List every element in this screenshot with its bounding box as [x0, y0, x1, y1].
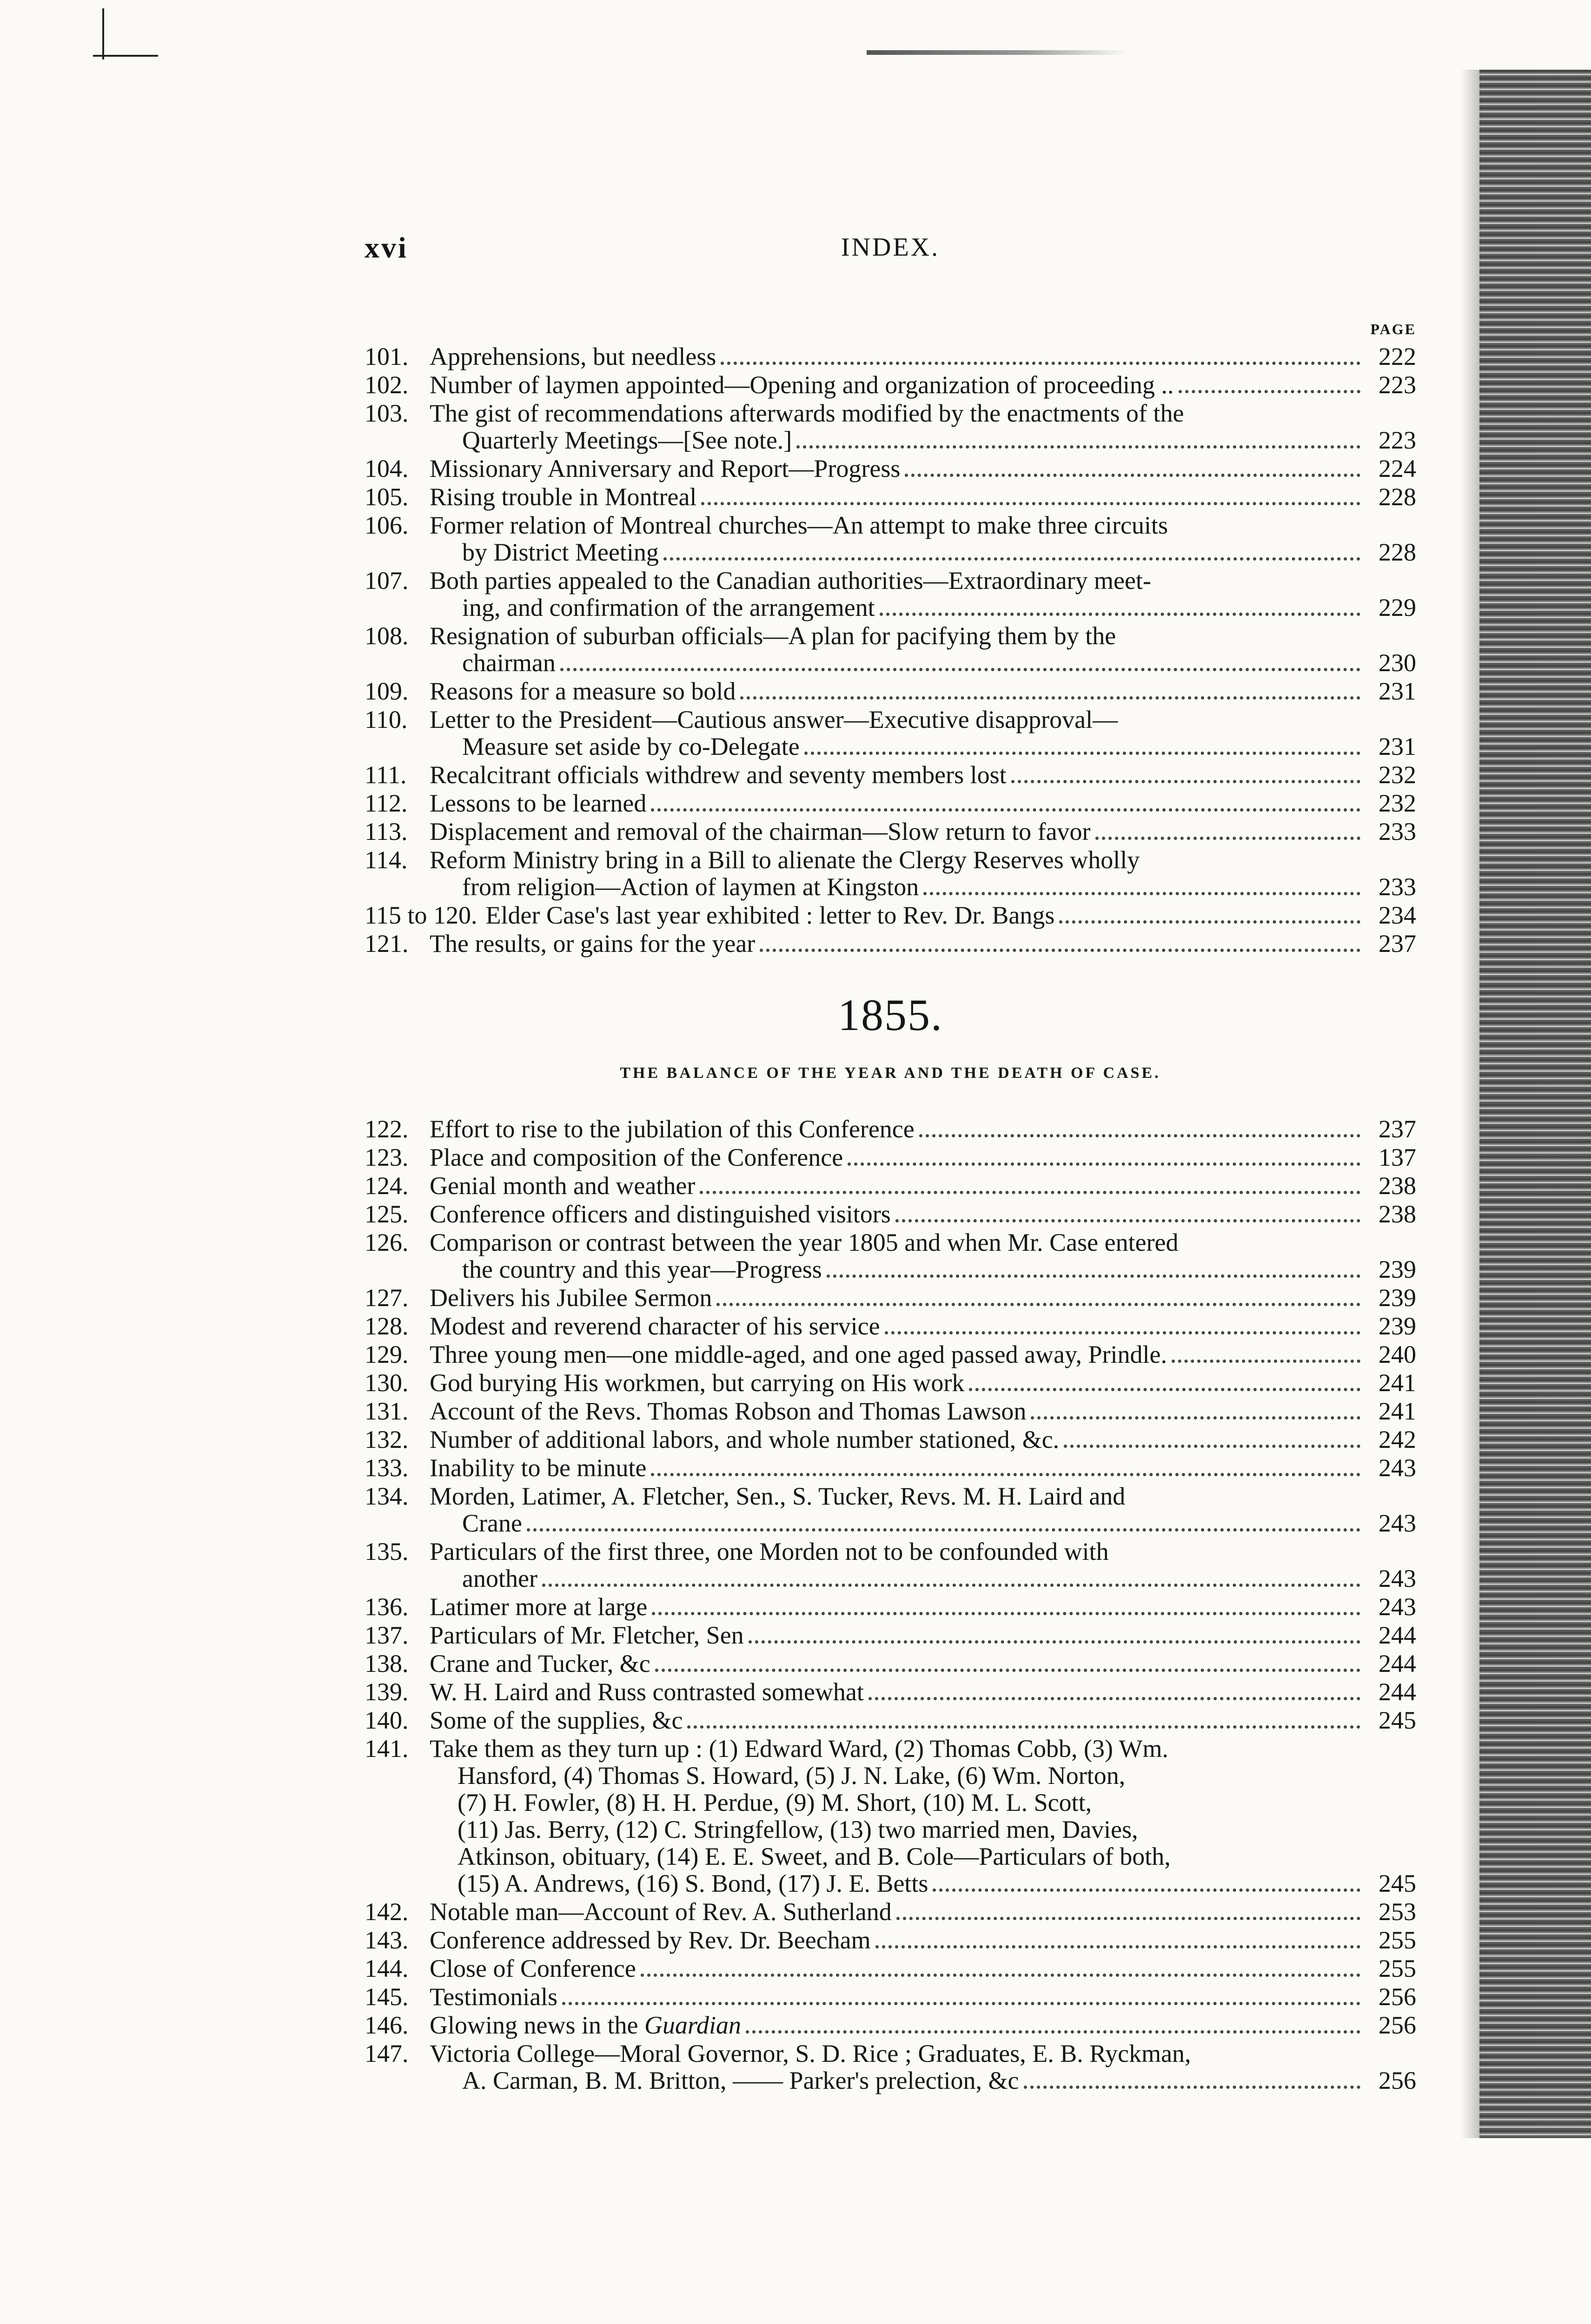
entry-number: 105.: [365, 483, 409, 511]
entry-number: 109.: [365, 677, 409, 705]
entry-page-number: 256: [1379, 2011, 1416, 2039]
entry-text: the country and this year—Progress: [462, 1255, 822, 1283]
dot-leader: [1059, 920, 1360, 924]
entry-page-number: 244: [1379, 1650, 1416, 1677]
entry-number: 145.: [365, 1983, 409, 2011]
entry-text: Genial month and weather: [430, 1172, 696, 1200]
entry-text: Elder Case's last year exhibited : letter to Rev. Dr. Bangs: [485, 901, 1055, 929]
entry-page-number: 233: [1379, 873, 1416, 901]
index-entry: [365, 761, 1416, 790]
index-entry: [365, 2040, 1416, 2095]
entry-number: 134.: [365, 1482, 409, 1510]
entry-text: (7) H. Fowler, (8) H. H. Perdue, (9) M. Short, (10) M. L. Scott,: [457, 1789, 1092, 1816]
index-entry: [365, 1229, 1416, 1284]
entry-page-number: 239: [1379, 1312, 1416, 1340]
dot-leader: [848, 1162, 1360, 1166]
dot-leader: [896, 1917, 1360, 1920]
entry-text: Particulars of the first three, one Morden not to be confounded with: [430, 1538, 1109, 1565]
entry-text: W. H. Laird and Russ contrasted somewhat: [430, 1678, 864, 1706]
entry-text: Comparison or contrast between the year 1805 and when Mr. Case entered: [430, 1228, 1179, 1256]
entry-text: Place and composition of the Conference: [430, 1143, 843, 1171]
entry-page-number: 239: [1379, 1255, 1416, 1283]
entry-number: 131.: [365, 1397, 409, 1425]
entry-page-number: 233: [1379, 818, 1416, 845]
index-entry: [365, 1955, 1416, 1983]
dot-leader: [1172, 1360, 1360, 1363]
dot-leader: [875, 1945, 1360, 1948]
entry-text: Displacement and removal of the chairman—Slow return to favor: [430, 818, 1091, 845]
entry-page-number: 222: [1379, 343, 1416, 370]
entry-line: [430, 1483, 1416, 1510]
entry-line: [430, 873, 1416, 902]
index-entry: [365, 1369, 1416, 1398]
index-entry: [365, 1735, 1416, 1898]
running-title: INDEX.: [841, 233, 940, 262]
entry-page-number: 256: [1379, 1983, 1416, 2011]
entry-page-number: 243: [1379, 1593, 1416, 1621]
entry-number: 146.: [365, 2011, 409, 2039]
entry-line: [430, 594, 1416, 622]
index-entry: [365, 483, 1416, 512]
entry-text: Resignation of suburban officials—A plan for pacifying them by the: [430, 622, 1116, 650]
entry-text: Quarterly Meetings—[See note.]: [462, 426, 792, 454]
entry-number: 112.: [365, 789, 408, 817]
page-column-label: PAGE: [1370, 321, 1416, 337]
index-entry: [365, 2012, 1416, 2040]
entry-page-number: 242: [1379, 1426, 1416, 1453]
dot-leader: [652, 1612, 1360, 1615]
entry-text: The results, or gains for the year: [430, 930, 756, 957]
dot-leader: [721, 362, 1360, 365]
entry-line: [430, 1256, 1416, 1284]
entry-number: 136.: [365, 1593, 409, 1621]
entry-line: [430, 2040, 1416, 2067]
entry-text: Reform Ministry bring in a Bill to alienate the Clergy Reserves wholly: [430, 846, 1140, 874]
index-entry: [365, 1678, 1416, 1707]
entry-number: 124.: [365, 1172, 409, 1200]
entry-number: 111.: [365, 761, 407, 789]
entry-text: Reasons for a measure so bold: [430, 677, 736, 705]
entry-text: Lessons to be learned: [430, 789, 647, 817]
entry-page-number: 237: [1379, 930, 1416, 957]
entry-number: 104.: [365, 455, 409, 482]
entry-text: Account of the Revs. Thomas Robson and Thomas Lawson: [430, 1397, 1027, 1425]
index-entry: [365, 1116, 1416, 1144]
entry-page-number: 224: [1379, 455, 1416, 482]
index-entry: [365, 790, 1416, 818]
entry-number: 143.: [365, 1926, 409, 1954]
entry-text: Three young men—one middle-aged, and one aged passed away, Prindle.: [430, 1340, 1167, 1368]
entry-text: from religion—Action of laymen at Kingston: [462, 873, 919, 901]
entry-line: [430, 1426, 1416, 1454]
entry-page-number: 245: [1379, 1869, 1416, 1897]
entry-page-number: 253: [1379, 1898, 1416, 1926]
dot-leader: [560, 668, 1360, 671]
entry-number: 142.: [365, 1898, 409, 1926]
entry-text: ing, and confirmation of the arrangement: [462, 594, 875, 621]
dot-leader: [796, 445, 1360, 449]
newspaper-title: Guardian: [644, 2011, 741, 2039]
entry-text: Particulars of Mr. Fletcher, Sen: [430, 1621, 744, 1649]
entry-line: [430, 1898, 1416, 1927]
entry-number: 126.: [365, 1228, 409, 1256]
dot-leader: [1095, 837, 1360, 840]
entry-line: [430, 1172, 1416, 1201]
entry-line: [430, 1144, 1416, 1172]
dot-leader: [923, 892, 1360, 895]
entry-line: [430, 455, 1416, 483]
entry-text: Take them as they turn up : (1) Edward Ward, (2) Thomas Cobb, (3) Wm.: [430, 1735, 1169, 1763]
entry-line: [430, 706, 1416, 733]
entry-line: [430, 1369, 1416, 1398]
entry-number: 103.: [365, 399, 409, 427]
entry-line: [430, 343, 1416, 371]
dot-leader: [542, 1584, 1360, 1587]
entry-line: [430, 846, 1416, 873]
entry-number: 106.: [365, 511, 409, 539]
entry-text: Some of the supplies, &c: [430, 1706, 683, 1734]
index-entry: [365, 1172, 1416, 1201]
index-entry: [365, 1650, 1416, 1678]
entry-line: [430, 512, 1416, 539]
dot-leader: [1011, 780, 1360, 783]
entry-text: Inability to be minute: [430, 1454, 647, 1482]
year-heading: 1855.: [838, 990, 943, 1040]
index-entry: [365, 1201, 1416, 1229]
dot-leader: [746, 2030, 1360, 2034]
entry-line: [430, 761, 1416, 790]
entry-page-number: 229: [1379, 594, 1416, 621]
entry-text: Letter to the President—Cautious answer—Executive disapproval—: [430, 706, 1118, 733]
dot-leader: [1064, 1445, 1360, 1448]
entry-number: 144.: [365, 1954, 409, 1982]
entry-line: [430, 567, 1416, 594]
entry-number: 110.: [365, 706, 408, 733]
entry-text: Apprehensions, but needless: [430, 343, 716, 370]
index-entry: [365, 1426, 1416, 1454]
entry-page-number: 244: [1379, 1678, 1416, 1706]
entry-number: 115 to 120.: [365, 901, 477, 929]
index-entry: [365, 1593, 1416, 1622]
dot-leader: [969, 1388, 1360, 1391]
entry-page-number: 241: [1379, 1369, 1416, 1397]
dot-leader: [651, 1473, 1360, 1476]
dot-leader: [655, 1669, 1360, 1672]
entry-page-number: 228: [1379, 538, 1416, 566]
entry-page-number: 223: [1379, 426, 1416, 454]
entry-line: [430, 1955, 1416, 1983]
entry-text: Number of additional labors, and whole number stationed, &c.: [430, 1426, 1060, 1453]
entry-line: [430, 1843, 1416, 1870]
entry-text: Notable man—Account of Rev. A. Sutherland: [430, 1898, 892, 1926]
entry-line: [430, 1229, 1416, 1256]
entry-line: [430, 1341, 1416, 1369]
entry-page-number: 241: [1379, 1397, 1416, 1425]
dot-leader: [1031, 1416, 1360, 1419]
entry-page-number: 243: [1379, 1509, 1416, 1537]
entry-number: 122.: [365, 1115, 409, 1143]
entry-line: [430, 1398, 1416, 1426]
entry-page-number: 239: [1379, 1284, 1416, 1312]
entry-page-number: 137: [1379, 1143, 1416, 1171]
index-entry: [365, 1483, 1416, 1538]
entry-text: The gist of recommendations afterwards modified by the enactments of the: [430, 399, 1184, 427]
index-entry: [365, 706, 1416, 761]
dot-leader: [740, 696, 1360, 700]
entry-number: 127.: [365, 1284, 409, 1312]
dot-leader: [527, 1528, 1360, 1532]
entry-number: 101.: [365, 343, 409, 370]
entry-number: 125.: [365, 1200, 409, 1228]
entry-text: Crane and Tucker, &c: [430, 1650, 650, 1677]
entry-number: 141.: [365, 1735, 409, 1763]
dot-leader: [827, 1274, 1360, 1278]
scan-mark: [867, 50, 1127, 55]
entry-number: 114.: [365, 846, 408, 874]
entry-page-number: 256: [1379, 2067, 1416, 2094]
entry-text: Latimer more at large: [430, 1593, 648, 1621]
entry-number: 139.: [365, 1678, 409, 1706]
dot-leader: [663, 557, 1360, 561]
entry-text: by District Meeting: [462, 538, 659, 566]
entry-line: [430, 1650, 1416, 1678]
entry-text: another: [462, 1565, 537, 1592]
book-binding-edge: [1479, 70, 1591, 2138]
entry-page-number: 245: [1379, 1706, 1416, 1734]
entry-line: [430, 790, 1416, 818]
entry-line: [430, 539, 1416, 567]
index-entry: [365, 1454, 1416, 1483]
entry-text: Measure set aside by co-Delegate: [462, 733, 800, 760]
entry-page-number: 243: [1379, 1454, 1416, 1482]
entry-page-number: 255: [1379, 1926, 1416, 1954]
entry-line: [430, 1927, 1416, 1955]
entry-text: Rising trouble in Montreal: [430, 483, 697, 511]
index-entry: [365, 1341, 1416, 1369]
dot-leader: [1024, 2086, 1360, 2089]
index-entry: [365, 622, 1416, 678]
entry-text: Former relation of Montreal churches—An attempt to make three circuits: [430, 511, 1168, 539]
index-entry: [365, 1398, 1416, 1426]
entry-line: [430, 1762, 1416, 1789]
entry-line: [430, 1983, 1416, 2012]
dot-leader: [700, 1191, 1360, 1194]
entry-page-number: 238: [1379, 1200, 1416, 1228]
dot-leader: [760, 949, 1360, 952]
entry-text: Modest and reverend character of his service: [430, 1312, 880, 1340]
entry-number: 132.: [365, 1426, 409, 1453]
entry-text: Conference addressed by Rev. Dr. Beecham: [430, 1926, 871, 1954]
entry-text: Recalcitrant officials withdrew and seventy members lost: [430, 761, 1007, 789]
dot-leader: [701, 502, 1360, 505]
dot-leader: [641, 1974, 1360, 1977]
entry-line: [430, 483, 1416, 512]
entry-text: A. Carman, B. M. Britton, —— Parker's prelection, &c: [462, 2067, 1019, 2094]
entry-line: [430, 678, 1416, 706]
entry-number: 121.: [365, 930, 409, 957]
entry-number: 128.: [365, 1312, 409, 1340]
entry-page-number: 238: [1379, 1172, 1416, 1200]
entry-text: Close of Conference: [430, 1954, 636, 1982]
dot-leader: [716, 1303, 1360, 1306]
index-entry: [365, 1538, 1416, 1593]
entry-text: Victoria College—Moral Governor, S. D. Rice ; Graduates, E. B. Ryckman,: [430, 2040, 1191, 2067]
entry-line: [430, 1707, 1416, 1735]
index-list-1855: [365, 1116, 1416, 2095]
entry-text: Hansford, (4) Thomas S. Howard, (5) J. N. Lake, (6) Wm. Norton,: [457, 1762, 1126, 1789]
index-list-1854: [365, 343, 1416, 958]
entry-text: Conference officers and distinguished visitors: [430, 1200, 891, 1228]
entry-line: [430, 2067, 1416, 2095]
entry-page-number: 231: [1379, 677, 1416, 705]
dot-leader: [919, 1134, 1360, 1137]
index-entry: [365, 1313, 1416, 1341]
entry-line: [430, 371, 1416, 400]
index-entry: [365, 678, 1416, 706]
entry-line: [430, 1538, 1416, 1565]
index-entry: [365, 567, 1416, 622]
dot-leader: [562, 2002, 1360, 2005]
entry-text: chairman: [462, 649, 556, 677]
entry-line: [430, 2012, 1416, 2040]
entry-text: Missionary Anniversary and Report—Progress: [430, 455, 901, 482]
entry-line: [430, 1313, 1416, 1341]
entry-page-number: 230: [1379, 649, 1416, 677]
entry-text: Number of laymen appointed—Opening and organization of proceeding ..: [430, 371, 1174, 399]
entry-line: [430, 1565, 1416, 1593]
index-entry: [365, 400, 1416, 455]
scan-mark: [102, 8, 104, 59]
entry-text: Glowing news in the Guardian: [430, 2011, 741, 2039]
entry-line: [430, 1816, 1416, 1843]
entry-page-number: 232: [1379, 789, 1416, 817]
index-entry: [365, 512, 1416, 567]
entry-page-number: 244: [1379, 1621, 1416, 1649]
entry-text: Morden, Latimer, A. Fletcher, Sen., S. Tucker, Revs. M. H. Laird and: [430, 1482, 1126, 1510]
entry-line: [430, 1622, 1416, 1650]
dot-leader: [880, 613, 1360, 616]
index-entry: [365, 371, 1416, 400]
scan-mark: [93, 55, 158, 57]
entry-page-number: 232: [1379, 761, 1416, 789]
entry-text: Crane: [462, 1509, 522, 1537]
entry-line: [430, 1454, 1416, 1483]
entry-page-number: 243: [1379, 1565, 1416, 1592]
entry-line: [430, 1116, 1416, 1144]
entry-number: 130.: [365, 1369, 409, 1397]
entry-line: [430, 622, 1416, 649]
dot-leader: [1179, 390, 1360, 393]
entry-number: 129.: [365, 1340, 409, 1368]
entry-line: [430, 1201, 1416, 1229]
dot-leader: [687, 1725, 1360, 1729]
entry-page-number: 228: [1379, 483, 1416, 511]
entry-number: 108.: [365, 622, 409, 650]
dot-leader: [868, 1697, 1360, 1700]
entry-text: Effort to rise to the jubilation of this Conference: [430, 1115, 915, 1143]
index-entry: [365, 343, 1416, 371]
dot-leader: [885, 1331, 1360, 1334]
entry-line: [430, 649, 1416, 678]
dot-leader: [651, 808, 1360, 812]
index-entry: [365, 846, 1416, 902]
dot-leader: [895, 1219, 1360, 1222]
entry-line: [430, 1870, 1416, 1898]
index-entry: [365, 1927, 1416, 1955]
entry-line: [430, 1284, 1416, 1313]
index-entry: [365, 902, 1416, 930]
entry-page-number: 255: [1379, 1954, 1416, 1982]
entry-number: 102.: [365, 371, 409, 399]
section-subtitle: THE BALANCE OF THE YEAR AND THE DEATH OF CASE.: [620, 1064, 1161, 1082]
entry-line: [430, 1678, 1416, 1707]
entry-line: [430, 400, 1416, 427]
entry-number: 147.: [365, 2040, 409, 2067]
entry-text: (11) Jas. Berry, (12) C. Stringfellow, (13) two married men, Davies,: [457, 1816, 1138, 1843]
index-entry: [365, 1983, 1416, 2012]
index-entry: [365, 1622, 1416, 1650]
entry-number: 123.: [365, 1143, 409, 1171]
entry-number: 135.: [365, 1538, 409, 1565]
entry-text: (15) A. Andrews, (16) S. Bond, (17) J. E. Betts: [457, 1869, 928, 1897]
entry-line: [430, 1789, 1416, 1816]
entry-number: 107.: [365, 567, 409, 594]
entry-page-number: 234: [1379, 901, 1416, 929]
entry-line: [430, 818, 1416, 846]
entry-page-number: 237: [1379, 1115, 1416, 1143]
dot-leader: [933, 1888, 1360, 1892]
index-entry: [365, 818, 1416, 846]
entry-page-number: 223: [1379, 371, 1416, 399]
entry-number: 133.: [365, 1454, 409, 1482]
entry-line: [430, 427, 1416, 455]
entry-text: Both parties appealed to the Canadian authorities—Extraordinary meet-: [430, 567, 1151, 594]
index-entry: [365, 1144, 1416, 1172]
entry-number: 140.: [365, 1706, 409, 1734]
entry-text: Delivers his Jubilee Sermon: [430, 1284, 712, 1312]
entry-number: 137.: [365, 1621, 409, 1649]
page-number: xvi: [365, 231, 408, 264]
entry-page-number: 240: [1379, 1340, 1416, 1368]
index-entry: [365, 930, 1416, 958]
index-entry: [365, 1898, 1416, 1927]
index-entry: [365, 1284, 1416, 1313]
entry-text: God burying His workmen, but carrying on His work: [430, 1369, 965, 1397]
entry-text: Atkinson, obituary, (14) E. E. Sweet, and B. Cole—Particulars of both,: [457, 1842, 1171, 1870]
dot-leader: [905, 474, 1360, 477]
entry-line: [430, 930, 1416, 958]
index-entry: [365, 455, 1416, 483]
entry-line: [430, 1735, 1416, 1762]
entry-line: [430, 1510, 1416, 1538]
dot-leader: [804, 752, 1360, 755]
dot-leader: [749, 1640, 1360, 1644]
entry-number: 113.: [365, 818, 408, 845]
entry-line: [430, 1593, 1416, 1622]
entry-line: [486, 902, 1417, 930]
entry-number: 138.: [365, 1650, 409, 1677]
entry-page-number: 231: [1379, 733, 1416, 760]
index-entry: [365, 1707, 1416, 1735]
page-header: [365, 231, 1416, 272]
entry-text: Testimonials: [430, 1983, 558, 2011]
entry-line: [430, 733, 1416, 761]
